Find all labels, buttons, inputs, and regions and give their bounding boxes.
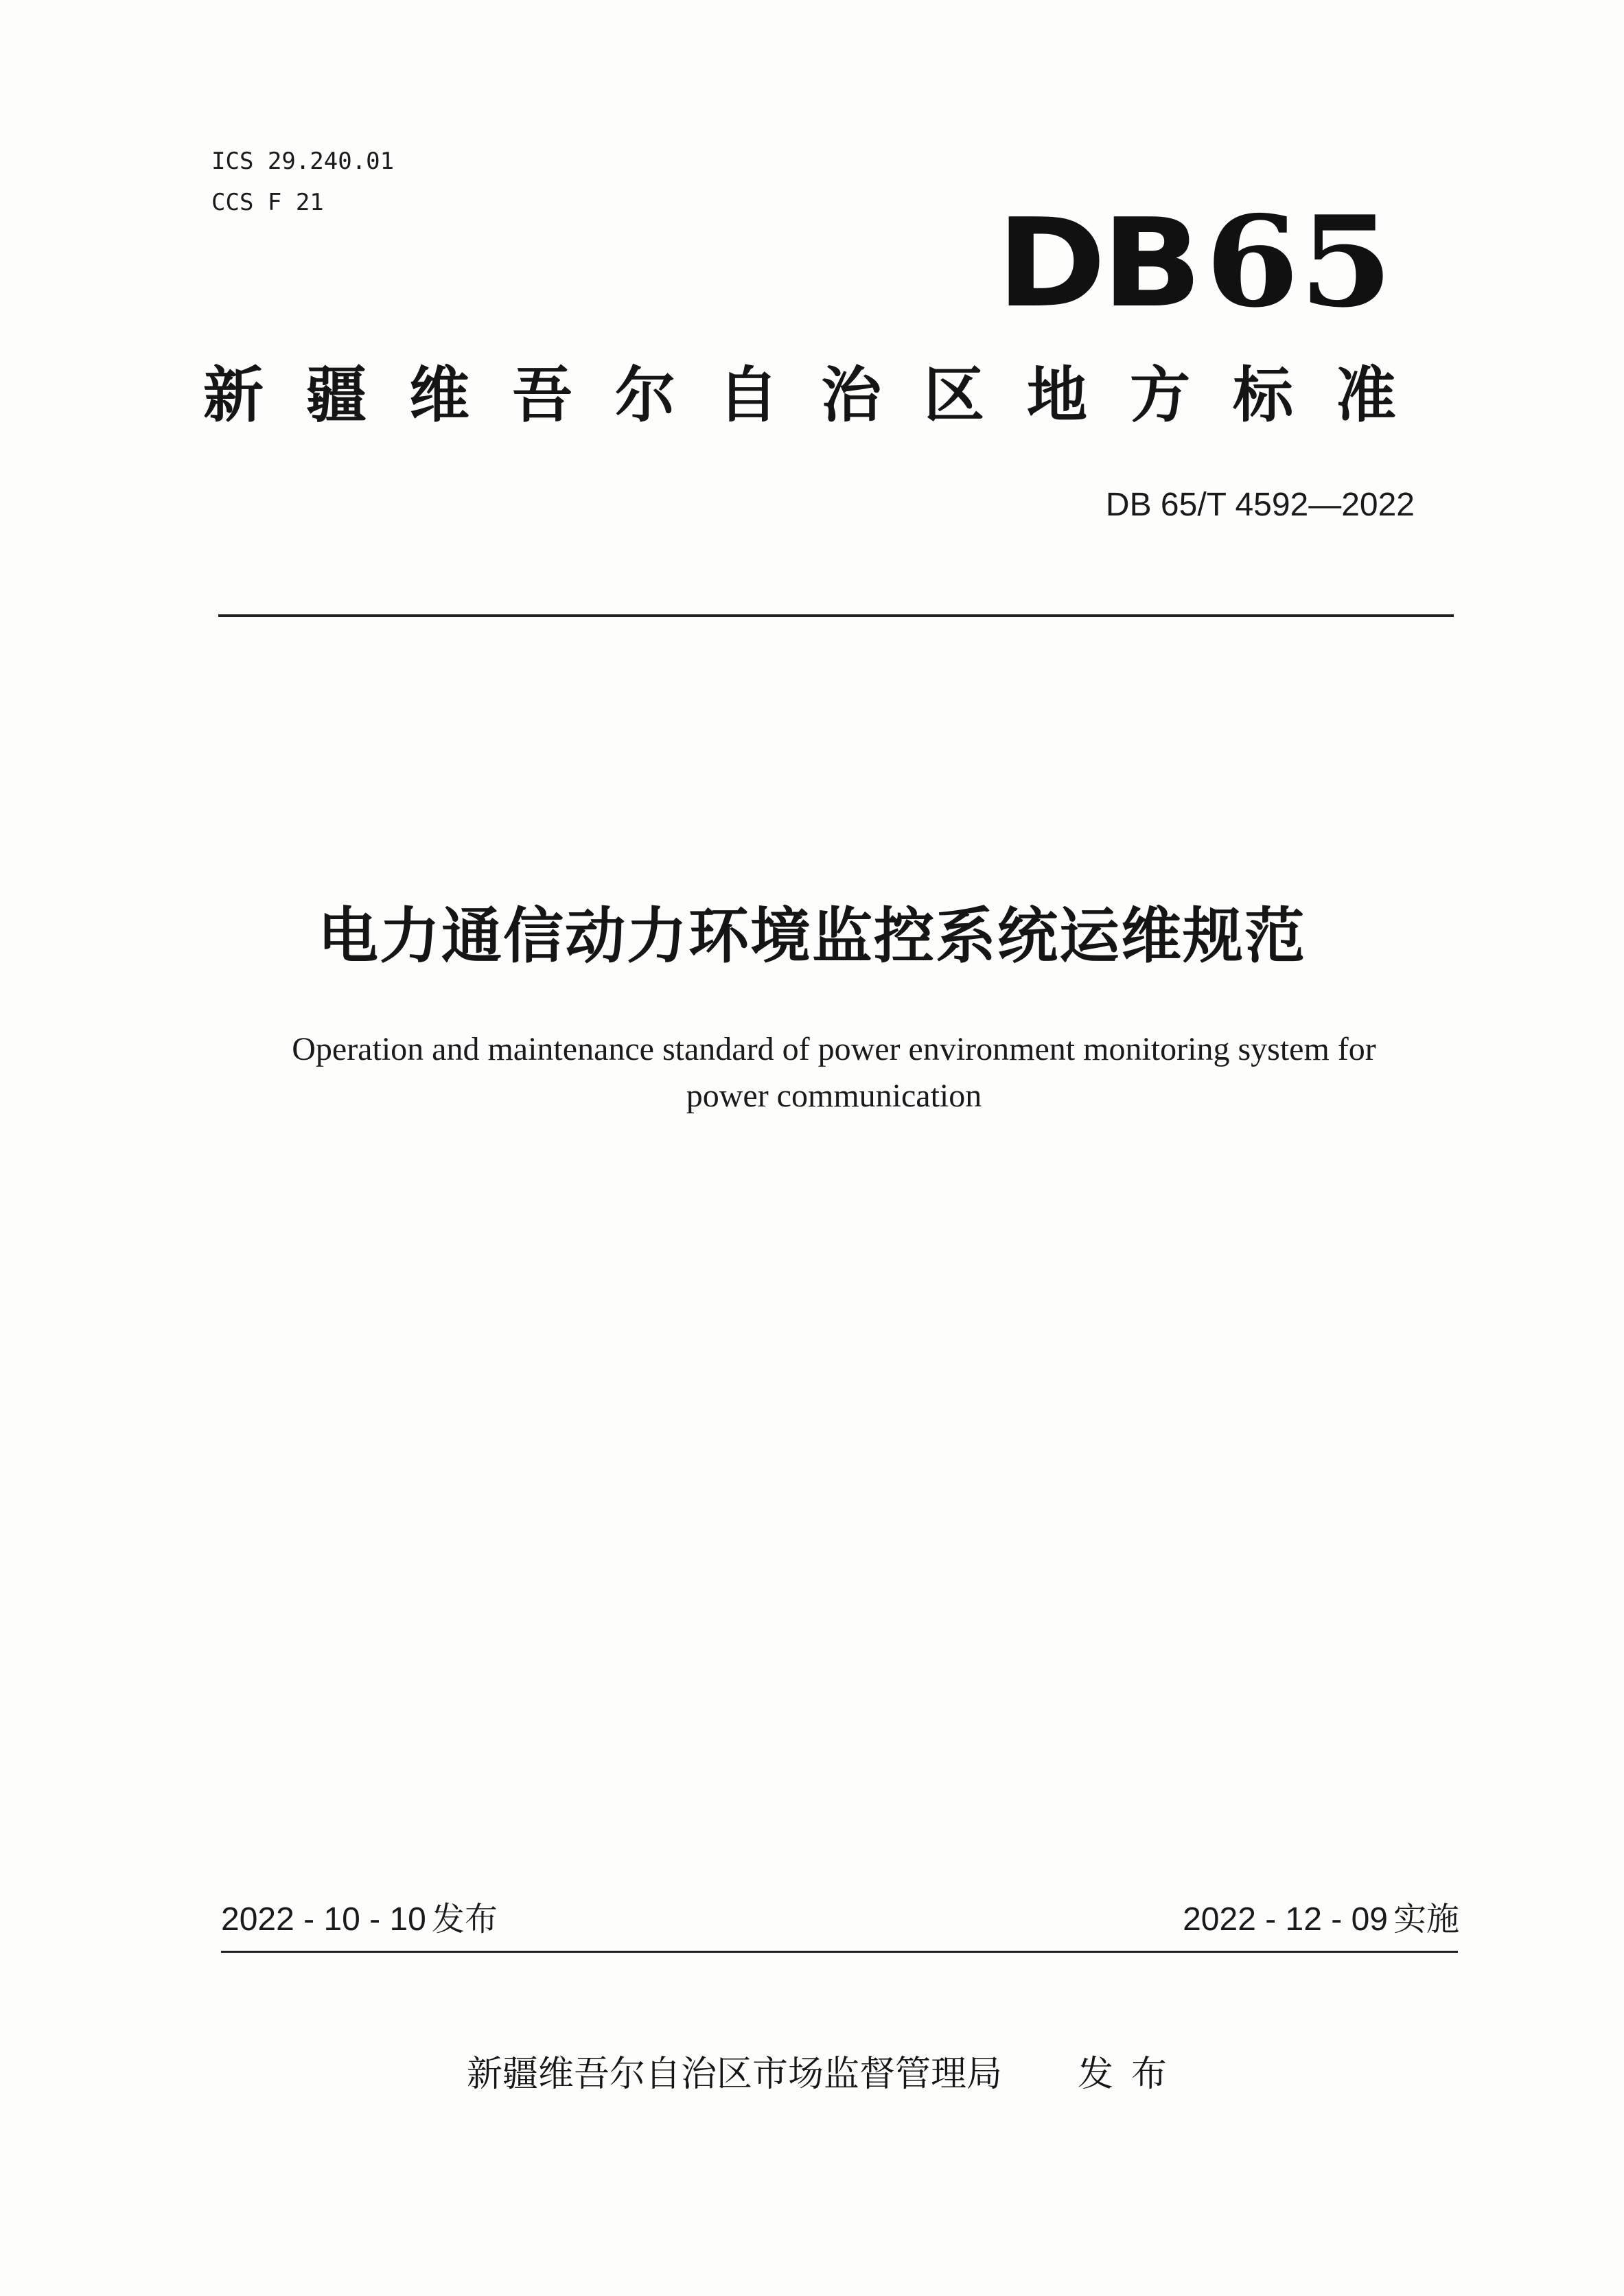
implement-date-block: [1183, 1900, 1459, 1938]
db65-logo: [997, 188, 1393, 335]
issue-date-block: [221, 1900, 498, 1938]
ics-code: ICS 29.240.01: [211, 148, 395, 175]
publisher-name: 新疆维吾尔自治区市场监督管理局: [467, 2054, 1003, 2095]
standard-number: DB 65/T 4592—2022: [1105, 487, 1415, 523]
publisher-action: 发布: [1078, 2054, 1185, 2095]
logo-digits: 65: [1205, 188, 1393, 335]
standard-type-heading: 新疆维吾尔自治区地方标准: [203, 360, 1439, 430]
issue-label: 发布: [431, 1900, 498, 1938]
top-divider: [218, 614, 1454, 617]
implement-date: 2022 - 12 - 09: [1183, 1901, 1388, 1938]
implement-label: 实施: [1393, 1900, 1459, 1938]
title-en-line-1: Operation and maintenance standard of power environment monitoring system for: [292, 1031, 1376, 1067]
title-en-line-2: power communication: [686, 1078, 982, 1114]
document-title-en: [206, 1026, 1462, 1120]
issue-date: 2022 - 10 - 10: [221, 1901, 426, 1938]
logo-letters: DB: [997, 192, 1198, 334]
classification-codes: [211, 141, 394, 223]
document-title-cn: 电力通信动力环境监控系统运维规范: [317, 901, 1306, 971]
ccs-code: CCS F 21: [211, 189, 324, 216]
bottom-divider: [221, 1951, 1458, 1953]
